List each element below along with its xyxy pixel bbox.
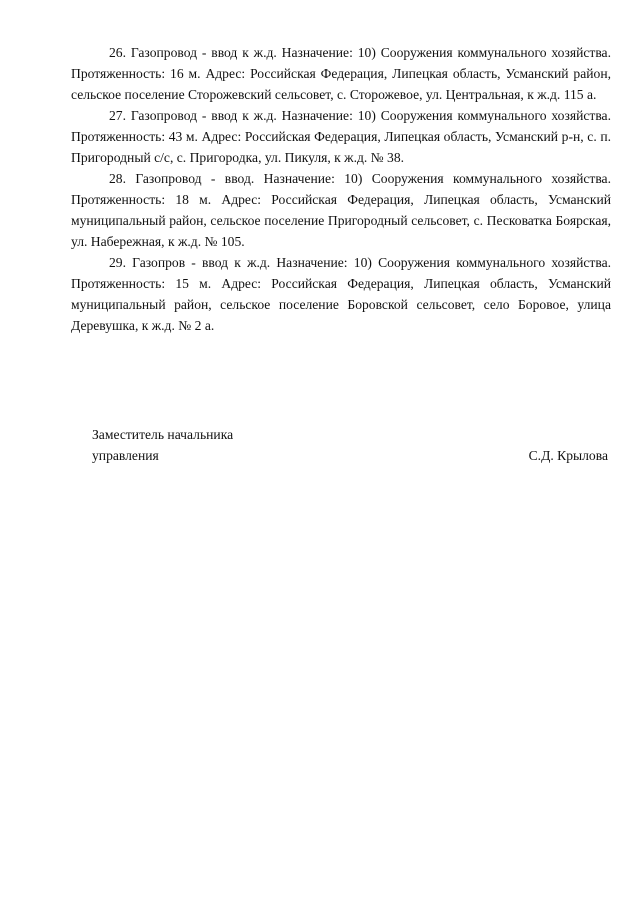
signature-row — [92, 445, 608, 466]
document-body — [71, 42, 611, 336]
signature-position-line1: Заместитель начальника — [92, 427, 234, 442]
list-item-28: 28. Газопровод - ввод. Назначение: 10) Сооружения коммунального хозяйства. Протяженность: 18 м. Адрес: Российская Федерация, Липецкая область, Усманский муниципальный район, сельское поселение Пригородный сельсовет, с. Песковатка Боярская, ул. Набережная, к ж.д. № 105. — [71, 171, 611, 249]
list-item-29: 29. Газопров - ввод к ж.д. Назначение: 10) Сооружения коммунального хозяйства. Протяженность: 15 м. Адрес: Российская Федерация, Липецкая область, Усманский муниципальный район, сельское поселение Боровской сельсовет, село Боровое, улица Деревушка, к ж.д. № 2 а. — [71, 255, 611, 333]
list-item-27: 27. Газопровод - ввод к ж.д. Назначение: 10) Сооружения коммунального хозяйства. Протяженность: 43 м. Адрес: Российская Федерация, Липецкая область, Усманский р-н, с. п. Пригородный с/с, с. Пригородка, ул. Пикуля, к ж.д. № 38. — [71, 108, 611, 165]
signature-block — [92, 424, 608, 466]
signature-position-line2: управления — [92, 448, 159, 463]
list-item-26: 26. Газопровод - ввод к ж.д. Назначение: 10) Сооружения коммунального хозяйства. Протяженность: 16 м. Адрес: Российская Федерация, Липецкая область, Усманский район, сельское поселение Сторожевский сельсовет, с. Сторожевое, ул. Центральная, к ж.д. 115 а. — [71, 45, 611, 102]
signatory-name: С.Д. Крылова — [528, 448, 608, 463]
